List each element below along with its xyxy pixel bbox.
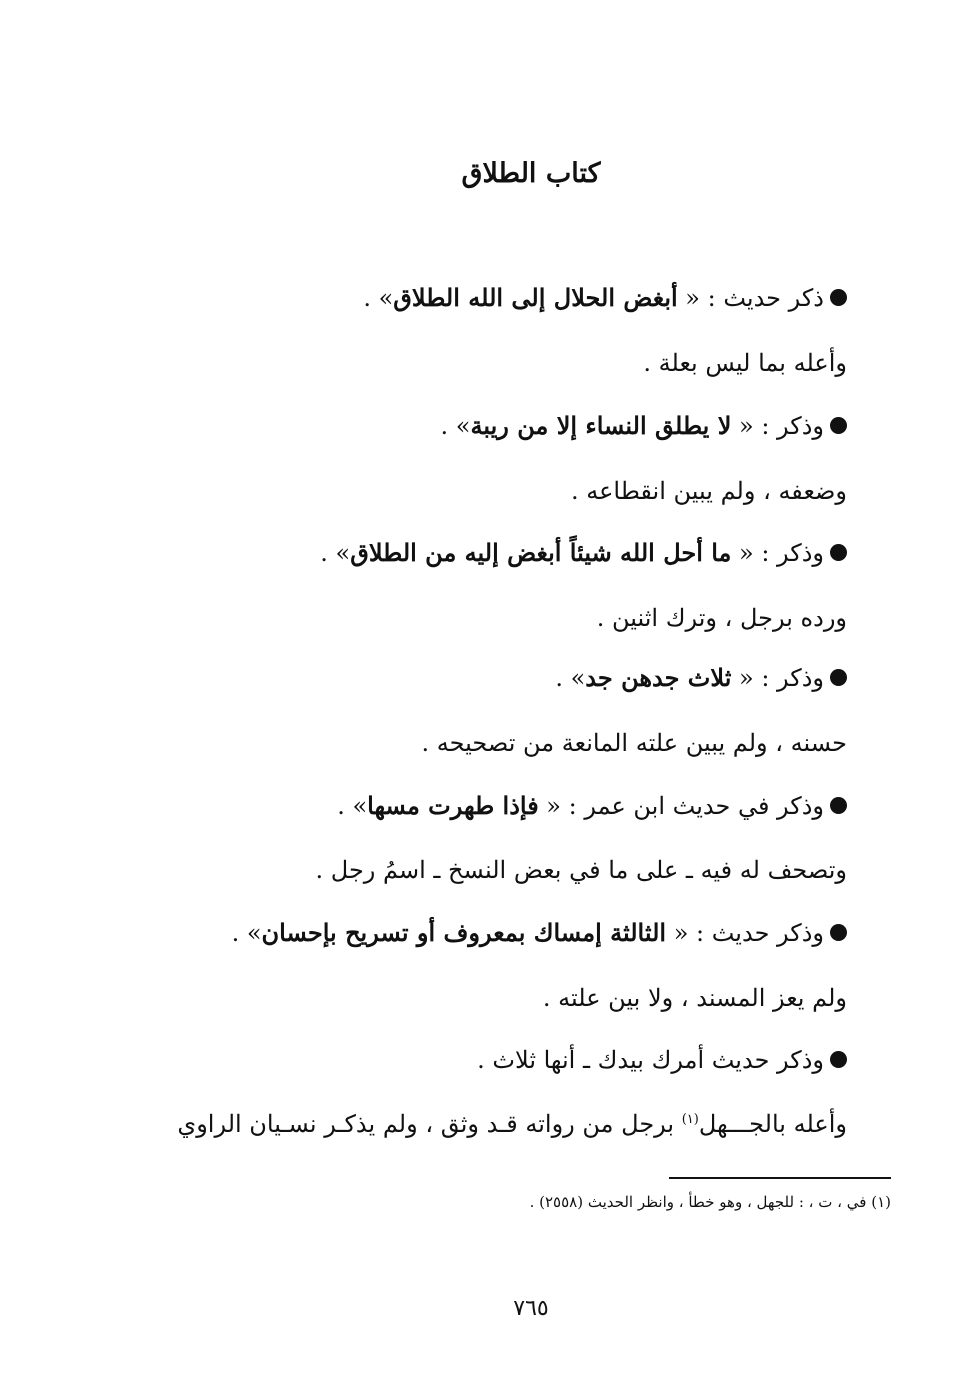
commentary-line: وضعفه ، ولم يبين انقطاعه . — [570, 477, 847, 505]
footnote — [530, 1190, 891, 1214]
bullet-icon — [830, 1051, 847, 1068]
entry-intro: وذكر : « — [731, 412, 824, 440]
entry-close: » . — [363, 284, 394, 312]
footnote-reference: (١) — [681, 1112, 699, 1127]
hadith-quote: الثالثة إمساك بمعروف أو تسريح بإحسان — [261, 918, 667, 947]
commentary-line — [107, 1106, 847, 1142]
commentary-line: ورده برجل ، وترك اثنين . — [596, 604, 847, 632]
page-title: كتاب الطلاق — [461, 158, 601, 189]
bullet-icon — [830, 924, 847, 941]
commentary-line: وأعله بما ليس بعلة . — [643, 349, 847, 377]
bullet-entry — [147, 280, 847, 316]
entry-intro: وذكر في حديث ابن عمر : « — [538, 792, 824, 820]
bullet-entry — [147, 408, 847, 444]
hadith-quote: ما أحل الله شيئاً أبغض إليه من الطلاق — [350, 538, 732, 567]
bullet-icon — [830, 669, 847, 686]
commentary-text-start: وأعله بالجـــهل — [698, 1110, 847, 1138]
entry-intro: وذكر : « — [731, 664, 824, 692]
footnote-divider — [669, 1177, 891, 1179]
entry-intro: وذكر : « — [731, 539, 824, 567]
entry-close: » . — [231, 919, 262, 947]
hadith-quote: فإذا طهرت مسها — [367, 791, 539, 820]
hadith-quote: لا يطلق النساء إلا من ريبة — [470, 411, 732, 440]
footnote-text: في ، ت ، : للجهل ، وهو خطأ ، وانظر الحديث (٢٥٥٨) . — [529, 1193, 867, 1211]
bullet-icon — [830, 289, 847, 306]
bullet-entry — [147, 915, 847, 951]
bullet-icon — [830, 544, 847, 561]
page-number: ٧٦٥ — [513, 1296, 549, 1321]
bullet-icon — [830, 797, 847, 814]
commentary-line: ولم يعز المسند ، ولا بين علته . — [542, 984, 847, 1012]
commentary-line: حسنه ، ولم يبين علته المانعة من تصحيحه . — [421, 729, 847, 757]
entry-close: » . — [320, 539, 351, 567]
entry-close: » . — [337, 792, 368, 820]
footnote-marker: (١) — [871, 1193, 891, 1211]
entry-intro: ذكر حديث : « — [677, 284, 824, 312]
bullet-entry — [147, 535, 847, 571]
entry-intro: وذكر حديث أمرك بيدك ـ أنها ثلاث . — [477, 1046, 824, 1074]
commentary-text-end: برجل من رواته قـد وثق ، ولم يذكـر نسـيان الراوي — [177, 1110, 682, 1138]
commentary-line: وتصحف له فيه ـ على ما في بعض النسخ ـ اسمُ رجل . — [315, 856, 847, 884]
bullet-entry — [147, 788, 847, 824]
hadith-quote: أبغض الحلال إلى الله الطلاق — [393, 283, 678, 312]
bullet-entry — [147, 660, 847, 696]
entry-close: » . — [555, 664, 586, 692]
bullet-icon — [830, 417, 847, 434]
hadith-quote: ثلاث جدهن جد — [585, 663, 732, 692]
entry-close: » . — [440, 412, 471, 440]
bullet-entry — [147, 1042, 847, 1078]
entry-intro: وذكر حديث : « — [666, 919, 824, 947]
